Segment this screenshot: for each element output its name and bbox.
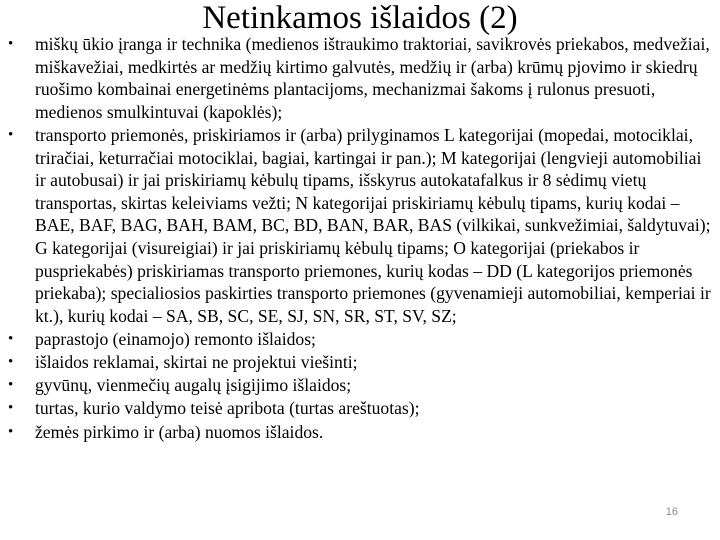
slide-title: Netinkamos išlaidos (2) xyxy=(202,0,518,36)
bullet-text: gyvūnų, vienmečių augalų įsigijimo išlaidos; xyxy=(35,375,352,396)
bullet-icon: • xyxy=(8,354,14,371)
bullet-icon: • xyxy=(8,423,14,440)
bullet-icon: • xyxy=(8,377,14,394)
page-number: 16 xyxy=(665,506,678,518)
bullet-text: transporto priemonės, priskiriamos ir (arba) prilyginamos L kategorijai (mopedai, motociklai, triračiai, keturračiai motociklai, bagiai, kartingai ir pan.); M kategorijai (lengvieji automobiliai ir autobusai) ir jai priskiriamų kėbulų tipams, išskyrus autokatafalkus ir 8 sėdimų vietų transportas, skirtas keleiviams vežti; N kategorijai priskiriamų kėbulų tipams, kurių kodai – BAE, BAF, BAG, BAH, BAM, BC, BD, BAN, BAR, BAS (vilkikai, sunkvežimiai, šaldytuvai); G kategorijai (visureigiai) ir jai priskiriamų kėbulų tipams; O kategorijai (priekabos ir puspriekabės) priskiriamas transporto priemones, kurių kodas – DD (L kategorijos priemonės priekaba); specialiosios paskirties transporto priemones (gyvenamieji automobiliai, kemperiai ir kt.), kurių kodai – SA, SB, SC, SE, SJ, SN, SR, ST, SV, SZ; xyxy=(35,124,711,326)
bullet-icon: • xyxy=(8,36,14,52)
bullet-item xyxy=(8,351,714,374)
bullet-text: miškų ūkio įranga ir technika (medienos ištraukimo traktoriai, savikrovės priekabos, medvežiai, miškavežiai, medkirtės ar medžių kirtimo galvutės, medžių ir (arba) krūmų pjovimo ir skiedrų ruošimo kombainai energetinėms plantacijoms, mechanizmai šakoms į rulonus presuoti, medienos smulkintuvai (kapoklės); xyxy=(35,34,710,122)
bullet-icon: • xyxy=(8,126,14,143)
bullet-item xyxy=(8,397,714,420)
bullet-text: paprastojo (einamojo) remonto išlaidos; xyxy=(35,328,316,349)
bullet-text: žemės pirkimo ir (arba) nuomos išlaidos. xyxy=(35,421,324,442)
bullet-icon: • xyxy=(8,330,14,347)
bullet-text: išlaidos reklamai, skirtai ne projektui viešinti; xyxy=(35,352,358,373)
bullet-item xyxy=(8,328,714,351)
bullet-item xyxy=(8,124,714,327)
bullet-item xyxy=(8,33,714,123)
bullet-icon: • xyxy=(8,400,14,417)
bullet-item xyxy=(8,374,714,397)
bullet-item xyxy=(8,421,714,444)
bullet-list xyxy=(8,33,714,444)
bullet-text: turtas, kurio valdymo teisė apribota (turtas areštuotas); xyxy=(35,398,420,419)
